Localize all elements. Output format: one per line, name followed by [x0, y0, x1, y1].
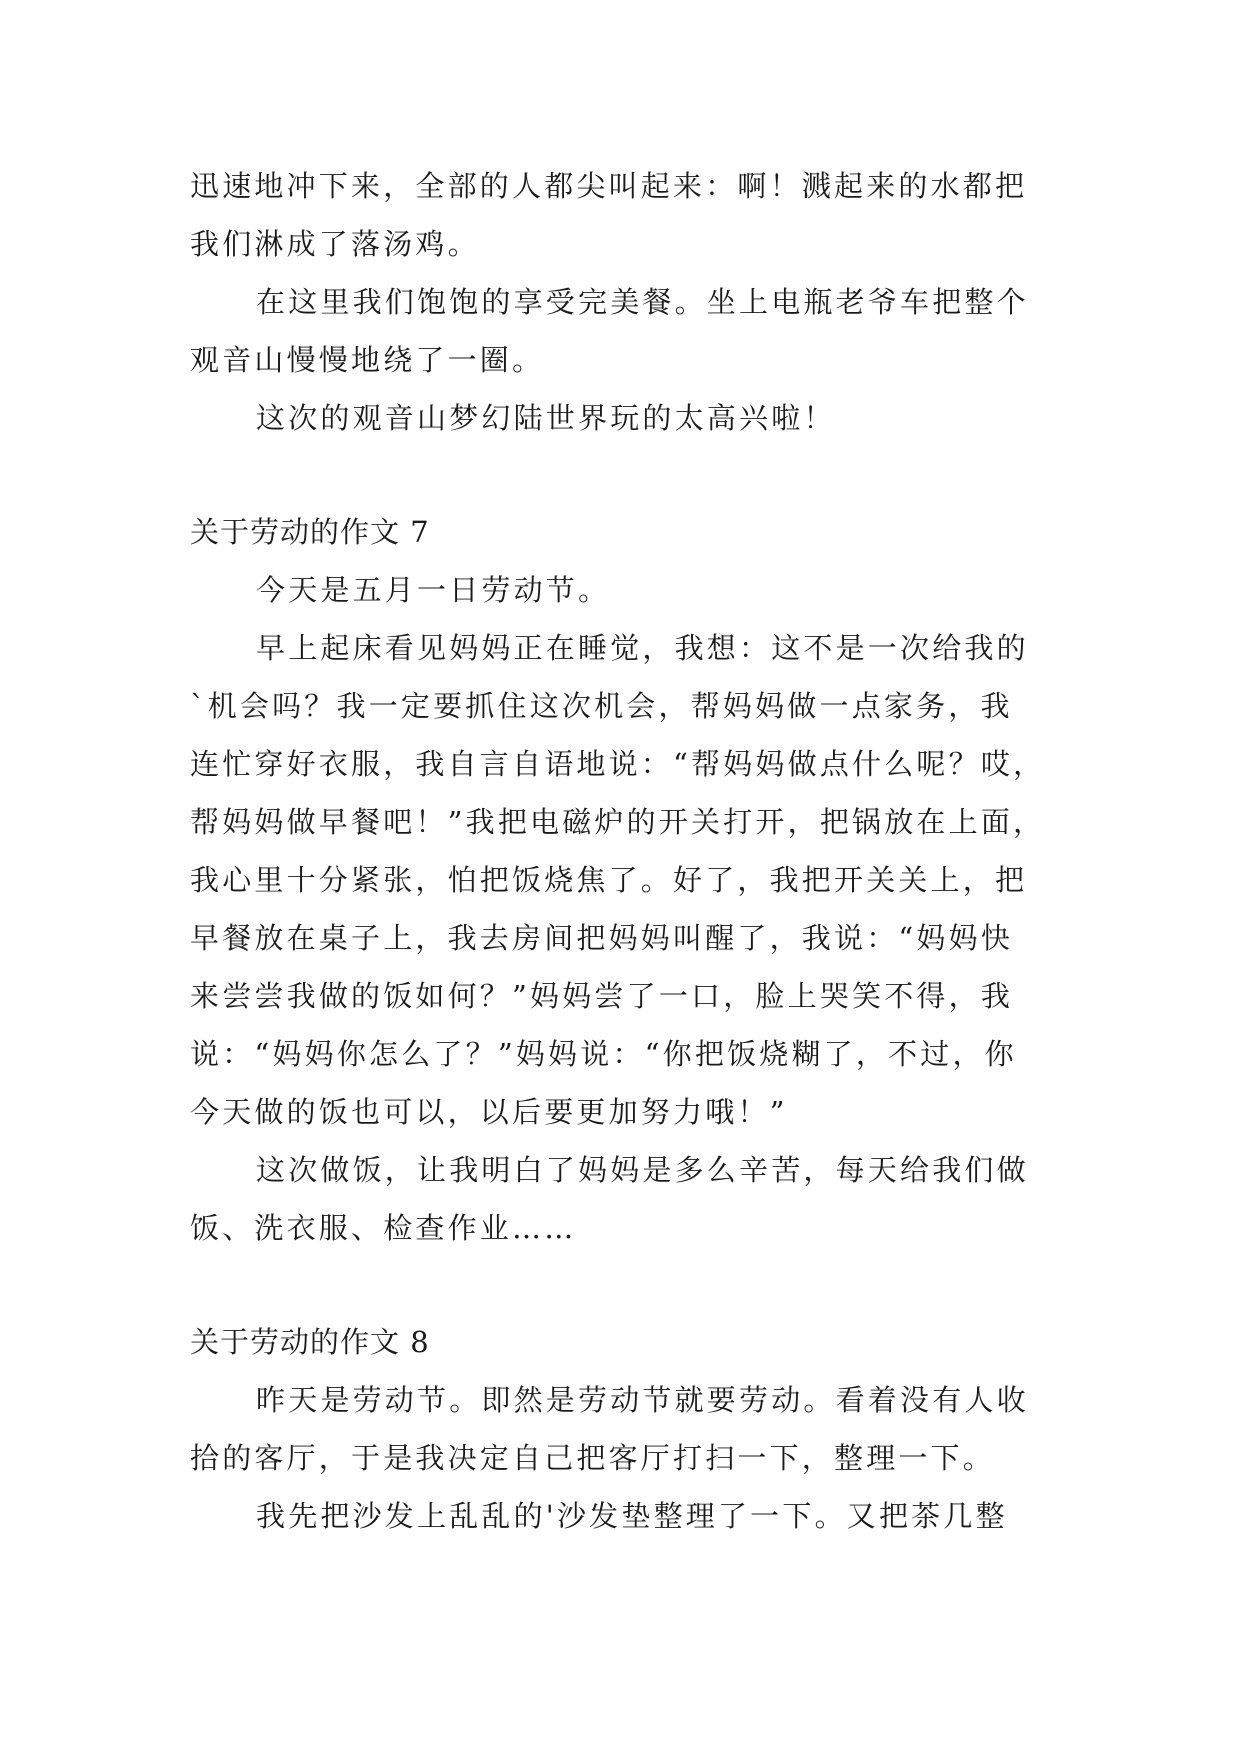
text-line: 连忙穿好衣服，我自言自语地说：“帮妈妈做点什么呢？哎， [190, 747, 1046, 781]
document-page [190, 157, 1062, 1545]
text-line: 今天做的饭也可以，以后要更加努力哦！” [190, 1095, 788, 1129]
text-line: 今天是五月一日劳动节。 [256, 573, 611, 607]
text-line: `机会吗？我一定要抓住这次机会，帮妈妈做一点家务，我 [190, 689, 1013, 723]
text-line: 早餐放在桌子上，我去房间把妈妈叫醒了，我说：“妈妈快 [190, 921, 1014, 955]
text-line: 我先把沙发上乱乱的'沙发垫整理了一下。又把茶几整 [256, 1499, 1008, 1533]
text-line: 我们淋成了落汤鸡。 [190, 227, 480, 261]
section-spacer [190, 447, 1062, 503]
text-line: 这次的观音山梦幻陆世界玩的太高兴啦！ [256, 401, 836, 435]
text-line: 我心里十分紧张，怕把饭烧焦了。好了，我把开关关上，把 [190, 863, 1028, 897]
text-line: 拾的客厅，于是我决定自己把客厅打扫一下，整理一下。 [190, 1441, 996, 1475]
text-line: 迅速地冲下来，全部的人都尖叫起来：啊！溅起来的水都把 [190, 169, 1028, 203]
section-heading: 关于劳动的作文 8 [190, 1325, 430, 1359]
text-line: 在这里我们饱饱的享受完美餐。坐上电瓶老爷车把整个 [256, 285, 1029, 319]
text-line: 帮妈妈做早餐吧！”我把电磁炉的开关打开，把锅放在上面， [190, 805, 1046, 839]
text-line: 早上起床看见妈妈正在睡觉，我想：这不是一次给我的 [256, 631, 1029, 665]
text-line: 说：“妈妈你怎么了？”妈妈说：“你把饭烧糊了，不过，你 [190, 1037, 1017, 1071]
text-line: 来尝尝我做的饭如何？”妈妈尝了一口，脸上哭笑不得，我 [190, 979, 1014, 1013]
section-spacer [190, 1257, 1062, 1313]
text-line: 观音山慢慢地绕了一圈。 [190, 343, 545, 377]
text-line: 这次做饭，让我明白了妈妈是多么辛苦，每天给我们做 [256, 1153, 1029, 1187]
text-line: 昨天是劳动节。即然是劳动节就要劳动。看着没有人收 [256, 1383, 1029, 1417]
section-heading: 关于劳动的作文 7 [190, 515, 430, 549]
text-line: 饭、洗衣服、检查作业…… [190, 1211, 577, 1245]
